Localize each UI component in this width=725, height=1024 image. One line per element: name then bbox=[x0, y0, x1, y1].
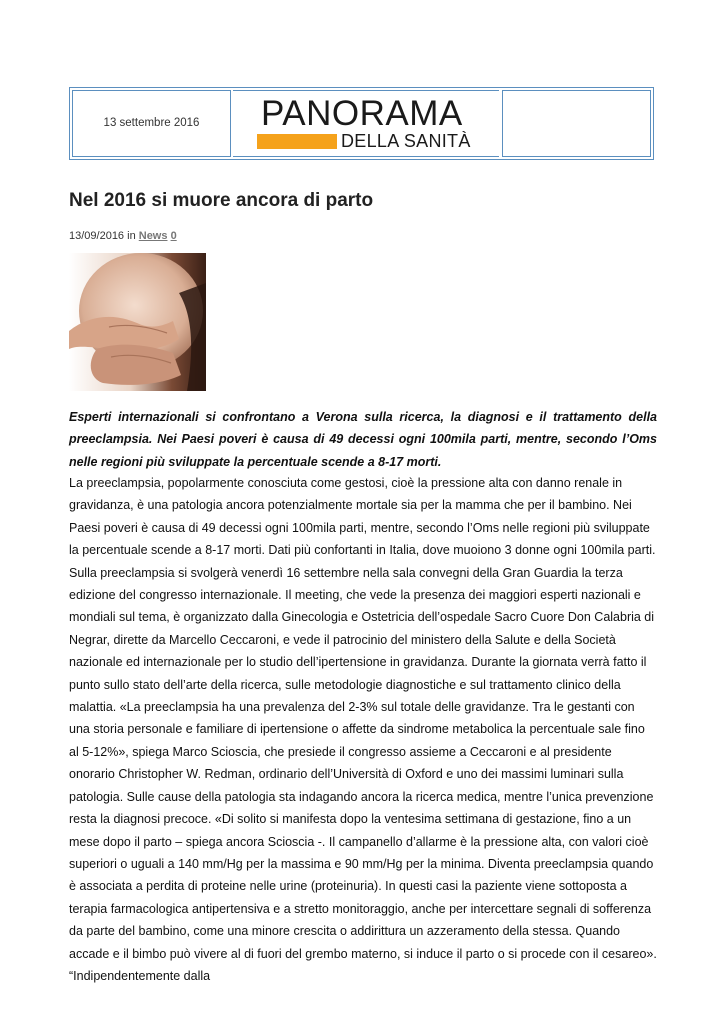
logo-sub-text: DELLA SANITÀ bbox=[341, 131, 471, 151]
article-title: Nel 2016 si muore ancora di parto bbox=[69, 190, 374, 211]
pregnant-belly-photo bbox=[69, 253, 206, 391]
masthead-empty-cell bbox=[502, 90, 651, 157]
panorama-logo bbox=[233, 90, 499, 157]
article-body: La preeclampsia, popolarmente conosciuta come gestosi, cioè la pressione alta con danno renale in gravidanza, è una patologia ancora potenzialmente mortale sia per la mamma che per il bambino. Nei Paesi poveri è causa di 49 decessi ogni 100mila parti, mentre, secondo l’Oms nelle regioni più sviluppate la percentuale scende a 8-17 morti. Dati più confortanti in Italia, dove muoiono 3 donne ogni 100mila parti. Sulla preeclampsia si svolgerà venerdì 16 settembre nella sala convegni della Gran Guardia la terza edizione del congresso internazionale. Il meeting, che vede la presenza dei maggiori esperti nazionali e mondiali sul tema, è organizzato dalla Ginecologia e Ostetricia dell’ospedale Sacro Cuore Don Calabria di Negrar, dirette da Marcello Ceccaroni, e vede il patrocinio del ministero della Salute e della Società nazionale ed internazionale per lo studio dell’ipertensione in gravidanza. Durante la giornata verrà fatto il punto sullo stato dell’arte della ricerca, sulle metodologie diagnostiche e sul trattamento clinico della malattia. «La preeclampsia ha una prevalenza del 2-3% sul totale delle gravidanze. Tra le gestanti con una storia personale e familiare di ipertensione o affette da sindrome metabolica la percentuale sale fino al 5-12%», spiega Marco Scioscia, che presiede il congresso assieme a Ceccaroni e al presidente onorario Christopher W. Redman, ordinario dell’Università di Oxford e uno dei massimi luminari sulla patologia. Sulle cause della patologia sta indagando ancora la ricerca medica, mentre l’unica prevenzione resta la diagnosi precoce. «Di solito si manifesta dopo la ventesima settimana di gestazione, fino a un mese dopo il parto – spiega ancora Scioscia -. Il campanello d’allarme è la pressione alta, con valori cioè superiori o uguali a 140 mm/Hg per la massima e 90 mm/Hg per la minima. Diventa preeclampsia quando è associata a perdita di proteine nelle urine (proteinuria). In questi casi la paziente viene sottoposta a terapia farmacologica antipertensiva e a stretto monitoraggio, anche per intercettare segnali di sofferenza da parte del bambino, come una minore crescita o addirittura un azzeramento della stessa. Quando accade e il bimbo può vivere al di fuori del grembo materno, si induce il parto o si procede con il cesareo». “Indipendentemente dalla bbox=[69, 476, 657, 983]
masthead-date: 13 settembre 2016 bbox=[103, 117, 200, 129]
logo-main-text: PANORAMA bbox=[261, 94, 463, 133]
masthead-date-cell bbox=[72, 90, 231, 157]
category-link[interactable]: News bbox=[138, 230, 168, 242]
article-lead: Esperti internazionali si confrontano a Verona sulla ricerca, la diagnosi e il trattamento della preeclampsia. Nei Paesi poveri è causa di 49 decessi ogni 100mila parti, mentre, secondo l’Oms nelle regioni più sviluppate la percentuale scende a 8-17 morti. bbox=[69, 410, 657, 469]
comments-count-link[interactable]: 0 bbox=[170, 230, 177, 242]
article-meta bbox=[69, 230, 177, 242]
logo-accent-bar bbox=[257, 134, 337, 149]
article-date: 13/09/2016 bbox=[69, 230, 125, 242]
masthead bbox=[69, 87, 654, 160]
meta-in-label: in bbox=[124, 230, 139, 242]
